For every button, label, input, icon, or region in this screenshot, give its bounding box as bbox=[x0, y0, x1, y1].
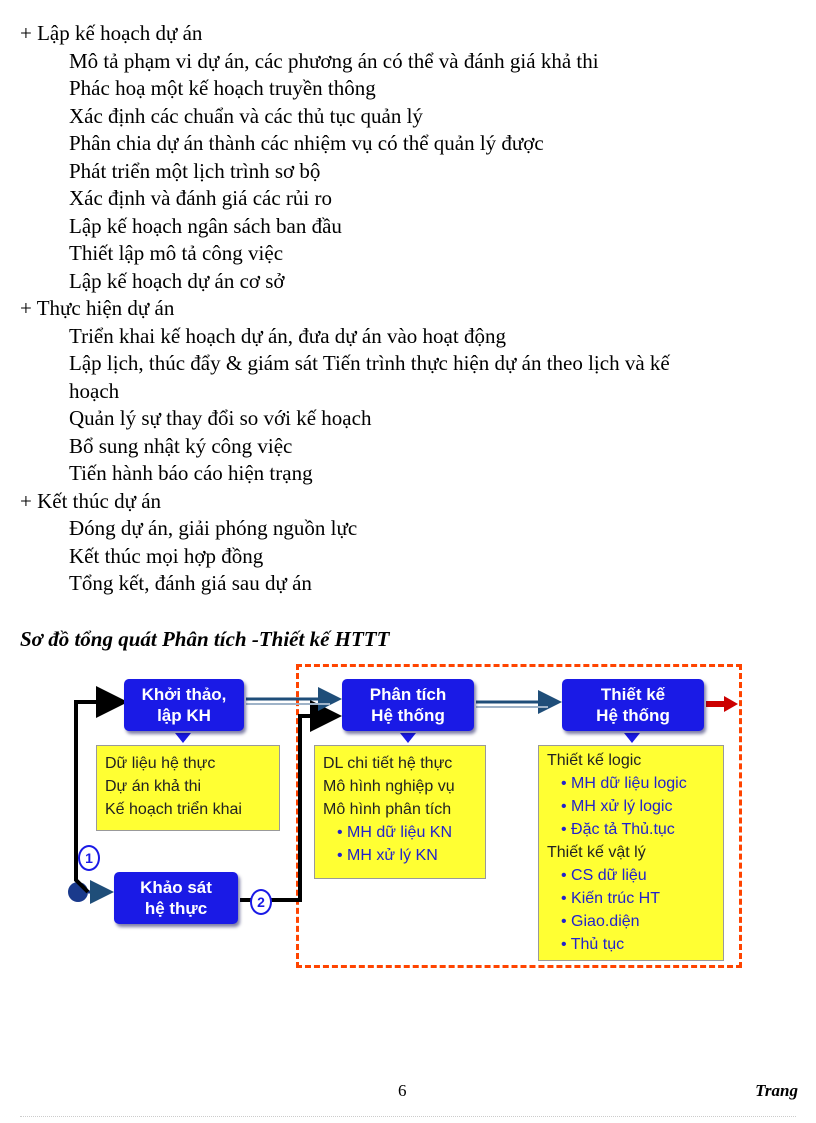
page-number: 6 bbox=[398, 1081, 407, 1100]
list-item: Bổ sung nhật ký công việc bbox=[69, 433, 293, 458]
down-arrow bbox=[175, 733, 191, 743]
output-item: • MH dữ liệu KN bbox=[337, 824, 453, 841]
list-item: Đóng dự án, giải phóng nguồn lực bbox=[69, 516, 358, 540]
list-item: hoạch bbox=[69, 378, 120, 403]
output-item: • MH xử lý KN bbox=[337, 847, 438, 864]
list-item: Lập kế hoạch dự án cơ sở bbox=[69, 268, 285, 293]
stage-label: Khởi thảo, bbox=[141, 685, 227, 704]
list-item: Phân chia dự án thành các nhiệm vụ có thể quản lý được bbox=[69, 131, 544, 155]
output-item: Kế hoạch triển khai bbox=[105, 801, 242, 818]
list-item: Tiến hành báo cáo hiện trạng bbox=[69, 461, 313, 485]
section-heading: + Lập kế hoạch dự án bbox=[20, 21, 203, 45]
down-arrow bbox=[400, 733, 416, 743]
down-arrow bbox=[624, 733, 640, 743]
stage-analysis-box bbox=[342, 679, 474, 731]
footer-divider bbox=[20, 1116, 796, 1117]
output-box-analysis bbox=[314, 745, 486, 879]
output-item: • MH dữ liệu logic bbox=[561, 775, 687, 792]
output-item: DL chi tiết hệ thực bbox=[323, 755, 453, 772]
list-item: Quản lý sự thay đổi so với kế hoạch bbox=[69, 406, 372, 430]
step-badge-1: 1 bbox=[78, 845, 100, 871]
stage-label: Phân tích bbox=[369, 685, 447, 704]
stage-label: Hệ thống bbox=[596, 706, 670, 725]
output-item: Mô hình nghiệp vụ bbox=[323, 778, 455, 795]
output-box-initiation bbox=[96, 745, 280, 831]
diagram-title: Sơ đồ tổng quát Phân tích -Thiết kế HTTT bbox=[20, 627, 390, 651]
output-item: • Thủ tục bbox=[561, 936, 625, 953]
list-item: Thiết lập mô tả công việc bbox=[69, 241, 284, 265]
list-item: Xác định và đánh giá các rủi ro bbox=[69, 186, 332, 210]
stage-label: hệ thực bbox=[144, 899, 208, 918]
output-item: • Đặc tả Thủ.tục bbox=[561, 821, 675, 838]
stage-label: Hệ thống bbox=[371, 706, 445, 725]
list-item: Xác định các chuẩn và các thủ tục quản lý bbox=[69, 103, 423, 128]
output-item: Mô hình phân tích bbox=[323, 801, 452, 818]
list-item: Triển khai kế hoạch dự án, đưa dự án vào hoạt động bbox=[69, 323, 506, 348]
list-item: Kết thúc mọi hợp đồng bbox=[69, 543, 264, 568]
stage-label: Thiết kế bbox=[600, 685, 666, 704]
list-item: Phát triển một lịch trình sơ bộ bbox=[69, 158, 321, 183]
stage-survey-box bbox=[114, 872, 238, 924]
list-item: Phác hoạ một kế hoạch truyền thông bbox=[69, 76, 376, 100]
section-heading: + Kết thúc dự án bbox=[20, 488, 162, 513]
output-box-design bbox=[538, 745, 724, 961]
stage-design-box bbox=[562, 679, 704, 731]
output-item: • Kiến trúc HT bbox=[561, 890, 660, 907]
list-item: Mô tả phạm vi dự án, các phương án có thể và đánh giá khả thi bbox=[69, 48, 599, 73]
output-item: Thiết kế logic bbox=[547, 752, 642, 769]
output-item: • CS dữ liệu bbox=[561, 867, 647, 884]
output-item: • MH xử lý logic bbox=[561, 798, 673, 815]
step-badge-2: 2 bbox=[250, 889, 272, 915]
stage-label: Khảo sát bbox=[140, 878, 212, 897]
stage-initiation-box bbox=[124, 679, 244, 731]
list-item: Lập kế hoạch ngân sách ban đầu bbox=[69, 213, 342, 238]
footer-label: Trang bbox=[755, 1081, 798, 1100]
start-dot bbox=[68, 882, 88, 902]
stage-label: lập KH bbox=[157, 706, 211, 725]
output-item: Thiết kế vật lý bbox=[547, 844, 646, 861]
list-item: Lập lịch, thúc đẩy & giám sát Tiến trình thực hiện dự án theo lịch và kế bbox=[69, 351, 670, 375]
output-item: • Giao.diện bbox=[561, 913, 640, 930]
output-item: Dự án khả thi bbox=[105, 778, 202, 795]
section-heading: + Thực hiện dự án bbox=[20, 296, 175, 320]
list-item: Tổng kết, đánh giá sau dự án bbox=[69, 571, 312, 595]
output-item: Dữ liệu hệ thực bbox=[105, 755, 216, 772]
